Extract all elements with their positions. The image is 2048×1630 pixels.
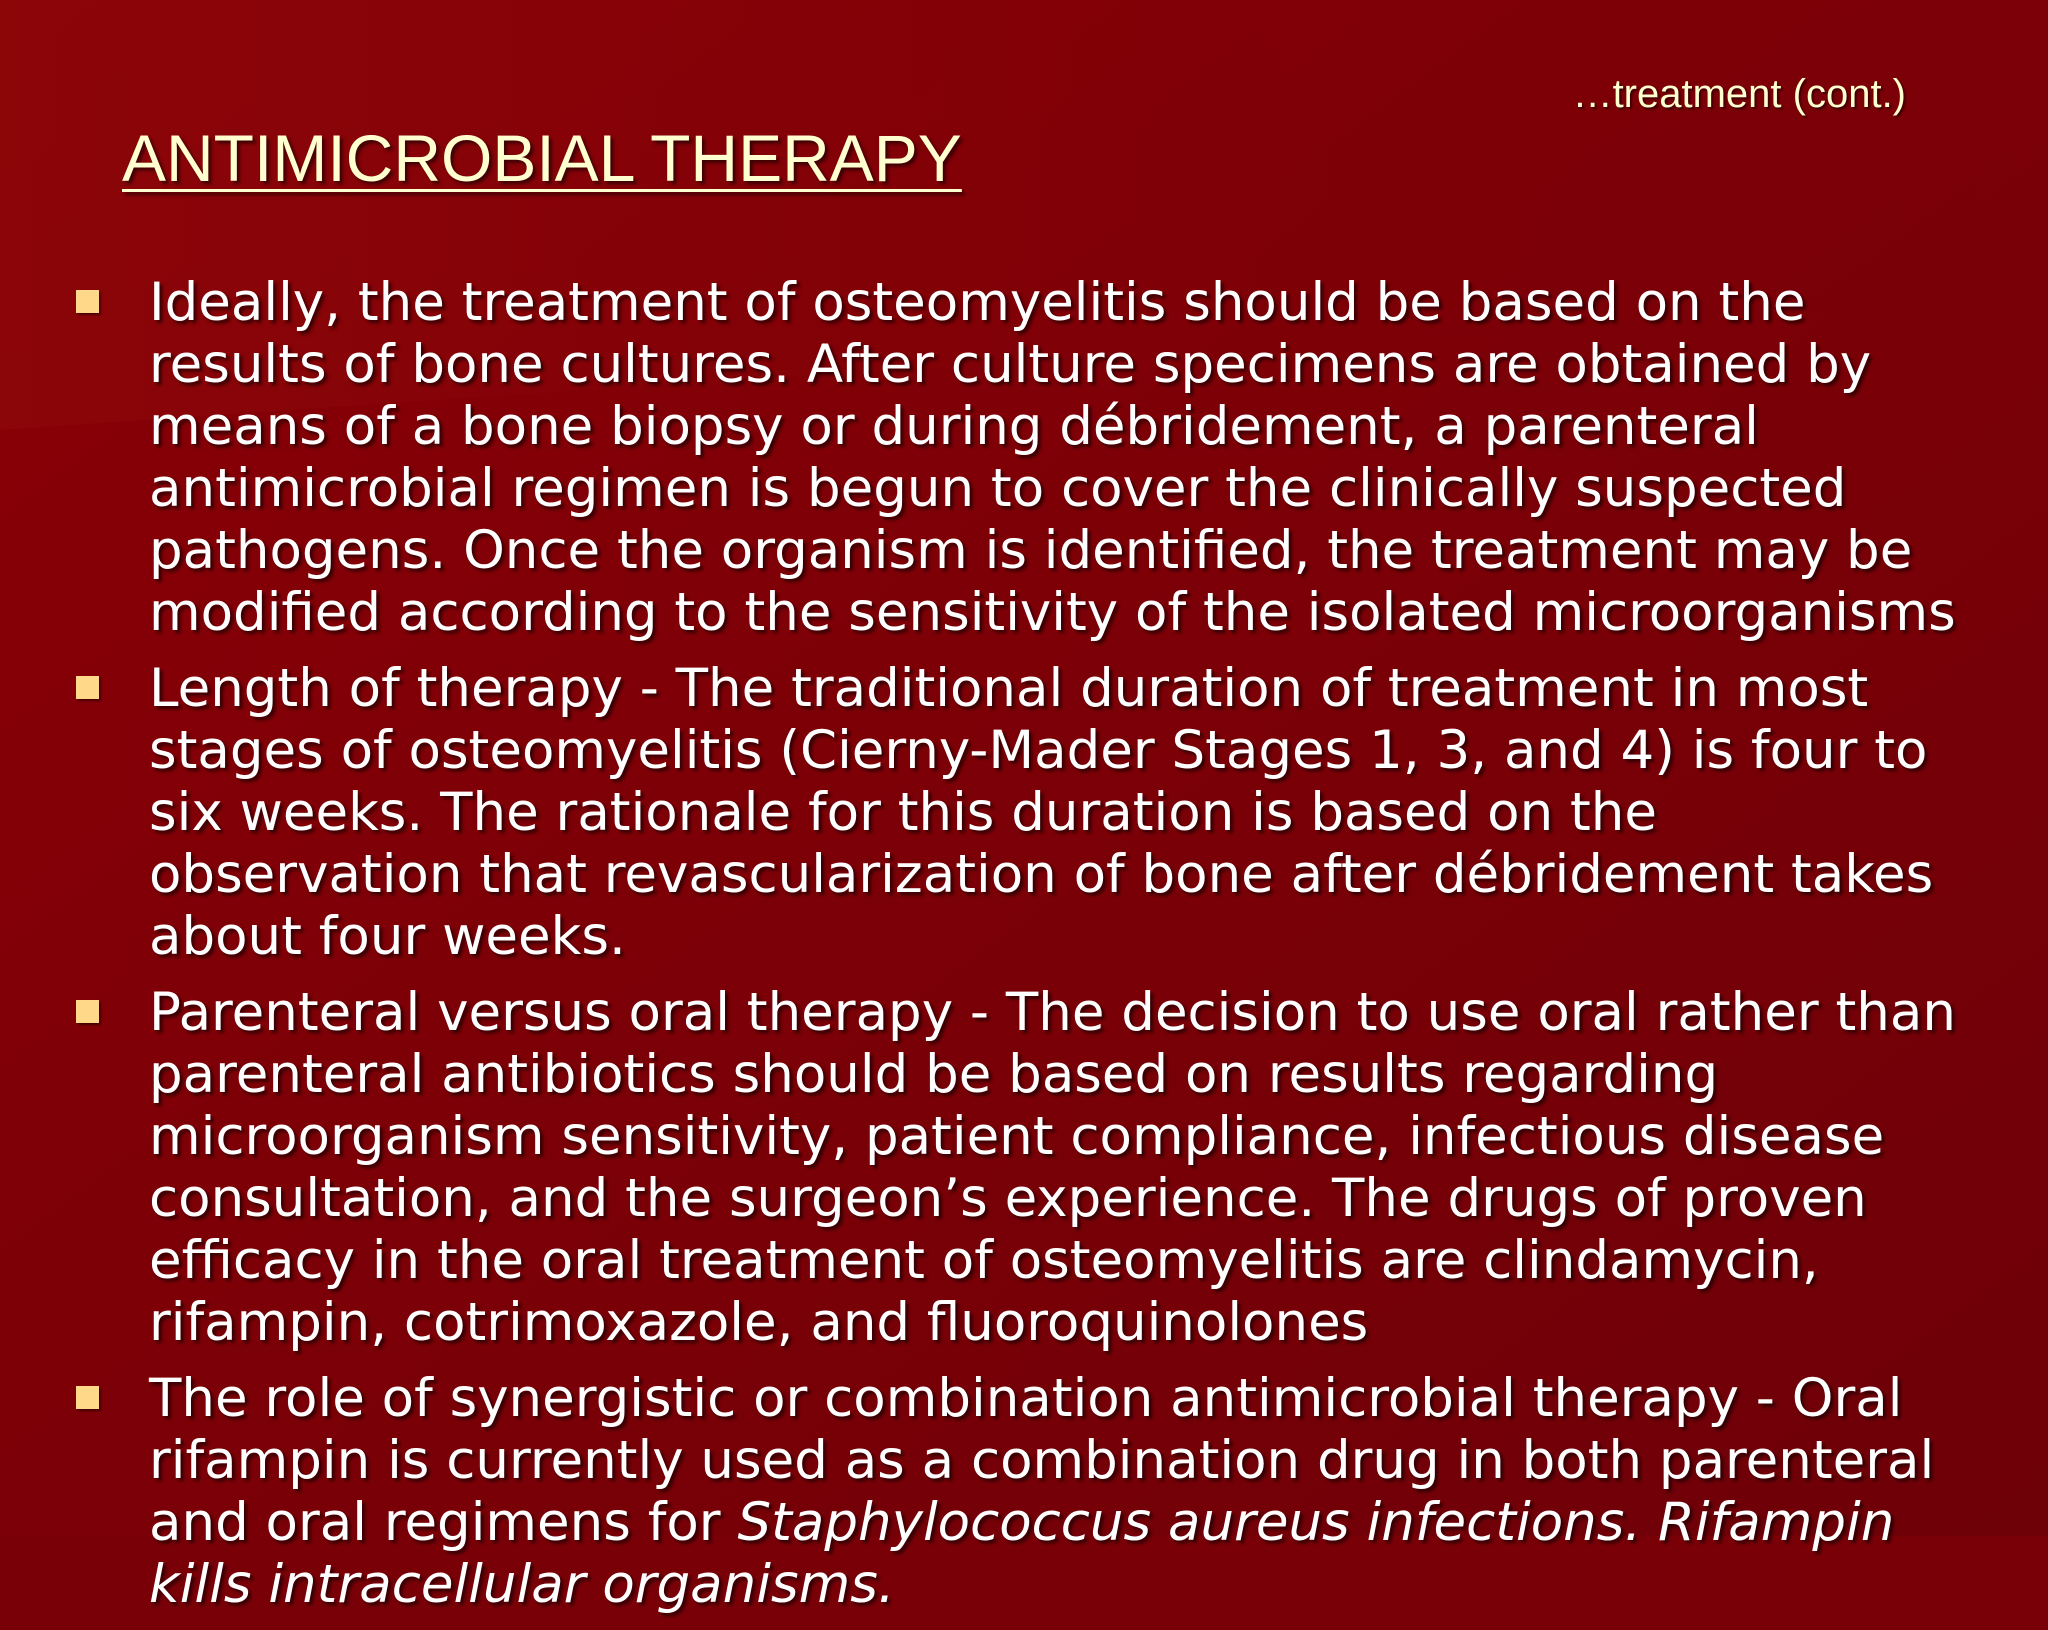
square-bullet-icon <box>76 290 99 313</box>
bullet-text-regular: The role of synergistic or combination antimicrobial therapy - Oral rifampin is currently used as a combination drug in both parenteral and oral regimens for <box>149 1368 1935 1553</box>
bullet-text: Ideally, the treatment of osteomyelitis should be based on the results of bone cultures. After culture specimens are obtained by means of a bone biopsy or during débridement, a parenteral antimicrobial regimen is begun to cover the clinically suspected pathogens. Once the organism is identified, the treatment may be modified according to the sensitivity of the isolated microorganisms <box>149 272 1956 643</box>
bullet-text: Length of therapy - The traditional duration of treatment in most stages of osteomyelitis (Cierny-Mader Stages 1, 3, and 4) is four to six weeks. The rationale for this duration is based on the observation that revascularization of bone after débridement takes about four weeks. <box>149 658 1934 967</box>
square-bullet-icon <box>76 1000 99 1023</box>
slide-title: ANTIMICROBIAL THERAPY <box>122 121 962 195</box>
square-bullet-icon <box>76 1386 99 1409</box>
section-header-note: …treatment (cont.) <box>1572 72 1906 116</box>
bullet-item-length-of-therapy <box>0 658 2048 968</box>
bullet-text: Parenteral versus oral therapy - The decision to use oral rather than parenteral antibiotics should be based on results regarding microorganism sensitivity, patient compliance, infectious disease consultation, and the surgeon’s experience. The drugs of proven efficacy in the oral treatment of osteomyelitis are clindamycin, rifampin, cotrimoxazole, and fluoroquinolones <box>149 982 1956 1353</box>
bullet-item-combination-therapy <box>0 1368 2048 1616</box>
square-bullet-icon <box>76 676 99 699</box>
bullet-item-ideal-treatment <box>0 272 2048 644</box>
bullet-text <box>149 1368 1934 1615</box>
bullet-text-italic: Staphylococcus aureus infections. Rifampin kills intracellular organisms. <box>149 1492 1895 1615</box>
bullet-item-parenteral-vs-oral <box>0 982 2048 1354</box>
bullet-list <box>0 272 2048 1630</box>
